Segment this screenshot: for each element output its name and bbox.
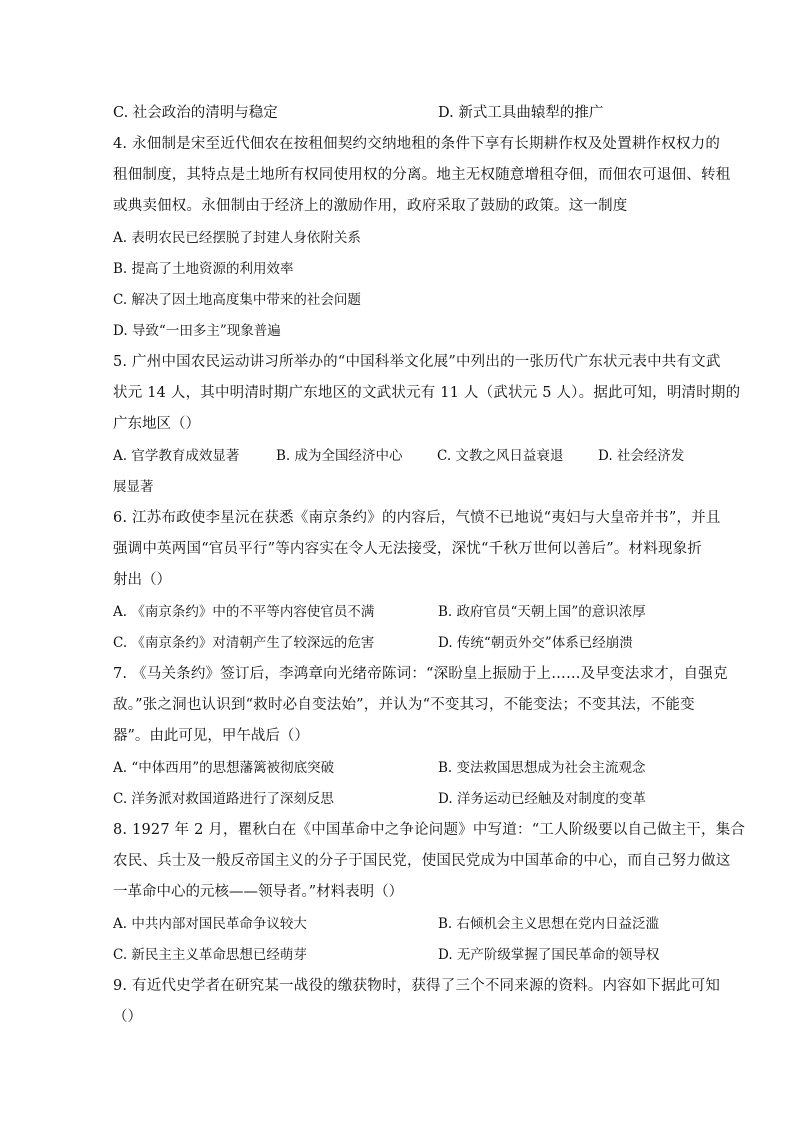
q5-option-d-wrap: 展显著 — [113, 479, 154, 495]
q4-option-a: A. 表明农民已经摆脱了封建人身依附关系 — [113, 230, 361, 246]
q8-option-d: D. 无产阶级掌握了国民革命的领导权 — [438, 947, 660, 963]
q6-stem-line-1: 6. 江苏布政使李星沅在获悉《南京条约》的内容后，气愤不已地说“夷妇与大皇帝并书”，并且 — [113, 510, 721, 526]
q4-option-d: D. 导致“一田多主”现象普遍 — [113, 323, 281, 339]
q8-option-a: A. 中共内部对国民革命争议较大 — [113, 916, 307, 932]
q6-stem-line-2: 强调中英两国“官员平行”等内容实在令人无法接受，深忧“千秋万世何以善后”。材料现象折 — [113, 541, 703, 557]
q6-option-d: D. 传统“朝贡外交”体系已经崩溃 — [438, 635, 633, 651]
q8-option-b: B. 右倾机会主义思想在党内日益泛滥 — [438, 916, 660, 932]
q7-option-a: A. “中体西用”的思想藩篱被彻底突破 — [113, 760, 335, 776]
q6-option-a: A. 《南京条约》中的不平等内容使官员不满 — [113, 604, 375, 620]
option-c-prev: C. 社会政治的清明与稳定 — [113, 105, 278, 121]
q7-stem-line-1: 7. 《马关条约》签订后，李鸿章向光绪帝陈词：“深盼皇上振励于上……及早变法求才，自强克 — [113, 666, 728, 682]
q5-stem-line-3: 广东地区（） — [113, 416, 200, 432]
q4-stem-line-3: 或典卖佃权。永佃制由于经济上的激励作用，政府采取了鼓励的政策。这一制度 — [113, 198, 628, 214]
q5-option-d: D. 社会经济发 — [598, 448, 685, 464]
q6-stem-line-3: 射出（） — [113, 572, 171, 588]
q6-option-b: B. 政府官员“天朝上国”的意识浓厚 — [438, 604, 646, 620]
q7-option-c: C. 洋务派对救国道路进行了深刻反思 — [113, 791, 334, 807]
q9-stem-line-1: 9. 有近代史学者在研究某一战役的缴获物时，获得了三个不同来源的资料。内容如下据此可知 — [113, 978, 721, 994]
q4-stem-line-1: 4. 永佃制是宋至近代佃农在按租佃契约交纳地租的条件下享有长期耕作权及处置耕作权权力的 — [113, 136, 721, 152]
q4-option-b: B. 提高了土地资源的利用效率 — [113, 261, 294, 277]
option-d-prev: D. 新式工具曲辕犁的推广 — [438, 105, 604, 121]
q8-option-c: C. 新民主主义革命思想已经萌芽 — [113, 947, 307, 963]
q7-stem-line-3: 器”。由此可见，甲午战后（） — [113, 728, 309, 744]
q5-option-a: A. 官学教育成效显著 — [113, 448, 240, 464]
q5-option-b: B. 成为全国经济中心 — [276, 448, 403, 464]
q4-option-c: C. 解决了因土地高度集中带来的社会问题 — [113, 292, 361, 308]
q8-stem-line-2: 农民、兵士及一般反帝国主义的分子于国民党，使国民党成为中国革命的中心，而自己努力做这 — [113, 853, 731, 869]
q4-stem-line-2: 租佃制度，其特点是土地所有权同使用权的分离。地主无权随意增租夺佃，而佃农可退佃、转租 — [113, 167, 731, 183]
q9-stem-line-2: （） — [113, 1009, 142, 1025]
q8-stem-line-1: 8. 1927 年 2 月，瞿秋白在《中国革命中之争论问题》中写道：“工人阶级要以自己做主干，集合 — [113, 822, 746, 838]
q7-option-d: D. 洋务运动已经触及对制度的变革 — [438, 791, 646, 807]
q7-option-b: B. 变法救国思想成为社会主流观念 — [438, 760, 646, 776]
q8-stem-line-3: 一革命中心的元核——领导者。”材料表明（） — [113, 884, 404, 900]
q5-stem-line-2: 状元 14 人，其中明清时期广东地区的文武状元有 11 人（武状元 5 人）。据此可知，明清时期的 — [113, 385, 741, 401]
q5-option-c: C. 文教之风日益衰退 — [437, 448, 564, 464]
q6-option-c: C. 《南京条约》对清朝产生了较深远的危害 — [113, 635, 375, 651]
q7-stem-line-2: 敌。”张之洞也认识到“救时必自变法始”，并认为“不变其习，不能变法；不变其法，不能变 — [113, 697, 695, 713]
q5-stem-line-1: 5. 广州中国农民运动讲习所举办的“中国科举文化展”中列出的一张历代广东状元表中共有文武 — [113, 354, 721, 370]
